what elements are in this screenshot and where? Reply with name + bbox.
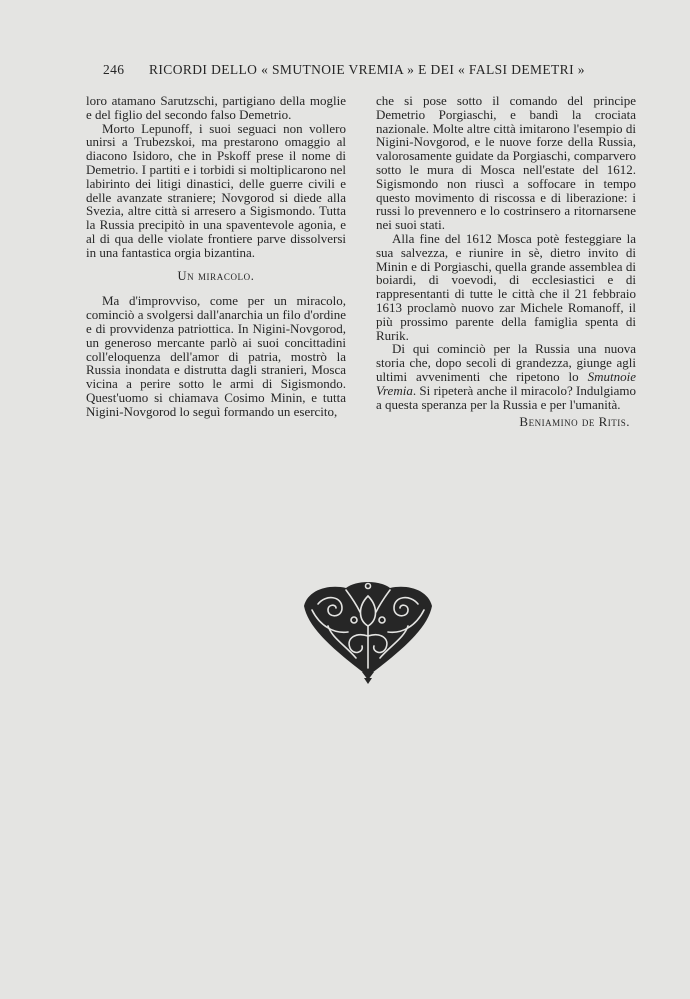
right-column [376,94,636,429]
running-title: RICORDI DELLO « SMUTNOIE VREMIA » E DEI « FALSI DEMETRI » [149,62,585,77]
paragraph [376,342,636,411]
text-run: . Si ripeterà anche il miracolo? Indulgiamo a questa speranza per la Russia e per l'umanità. [376,382,636,412]
paragraph: che si pose sotto il comando del principe Demetrio Porgiaschi, e bandì la crociata nazionale. Molte altre città imitarono l'esempio di Nigini-Novgorod, e le nuove forze della Russia, valorosamente guidate da Porgiaschi, comparvero sotto le mura di Mosca nell'estate del 1612. Sigismondo non riuscì a soffocare in tempo questo movimento di riscossa e di liberazione: i russi lo prevennero e lo costrinsero a ritornarsene nei suoi stati. [376,93,636,233]
paragraph: Ma d'improvviso, come per un miracolo, cominciò a svolgersi dall'anarchia un filo d'ordine e di provvidenza patriottica. In Nigini-Novgorod, un generoso mercante parlò ai suoi concittadini coll'eloquenza dell'amor di patria, mostrò la Russia inondata e distrutta dagli stranieri, Mosca vicina a perire sotto le armi di Sigismondo. Quest'uomo si chiamava Cosimo Minin, e tutta Nigini-Novgorod lo seguì formando un esercito, [86,293,346,419]
paragraph: loro atamano Sarutzschi, partigiano della moglie e del figlio del secondo falso Demetrio. [86,93,346,122]
section-title: Un miracolo. [177,268,255,283]
text-run: Di qui cominciò per la Russia una nuova storia che, dopo secoli di grandezza, giunge agli ultimi avvenimenti che ripetono lo [376,341,636,384]
left-column [86,94,346,419]
italic-title: Smutnoie Vremia [376,368,636,398]
author-signature: Beniamino de Ritis. [519,414,630,430]
page-number: 246 [103,62,125,77]
paragraph: Alla fine del 1612 Mosca potè festeggiare la sua salvezza, e riunire in sè, dietro invito di Minin e di Porgiaschi, quella grande assemblea di boiardi, di voevodi, di ecclesiastici e di rappresentanti di tutte le città che il 21 febbraio 1613 proclamò nuovo zar Michele Romanoff, il più prossimo parente della famiglia spenta di Rurik. [376,230,636,343]
running-header [103,62,588,78]
paragraph: Morto Lepunoff, i suoi seguaci non vollero unirsi a Trubezskoi, ma prestarono omaggio al diacono Isidoro, che in Pskoff prese il nome di Demetrio. I partiti e i torbidi si moltiplicarono nel labirinto dei litigi dinastici, delle guerre civili e delle avanzate straniere; Novgorod si diede alla Svezia, altre città si arresero a Sigismondo. Tutta la Russia precipitò in una spaventevole agonia, e al di qua delle violate frontiere parve dissolversi in una fantastica orgia bizantina. [86,120,346,260]
floral-tailpiece-ornament-icon [298,576,438,684]
